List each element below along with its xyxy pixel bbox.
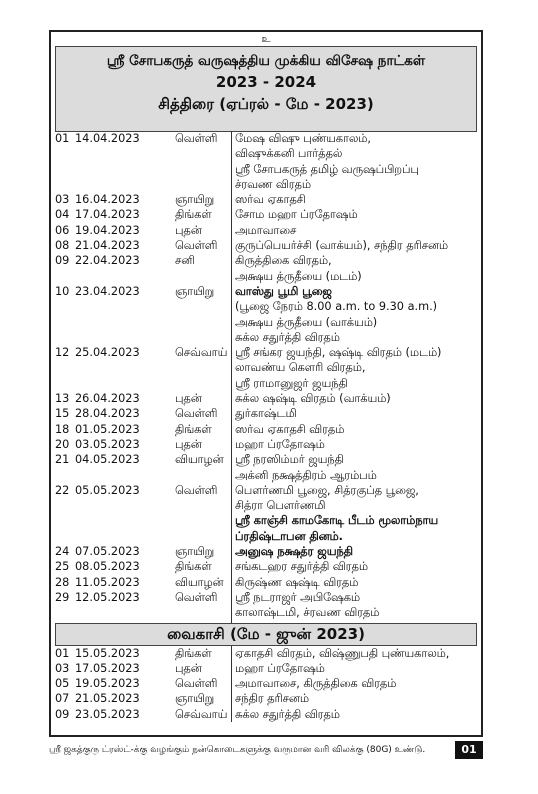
event-description: சுக்ல ஷஷ்டி விரதம் (வாக்யம்): [235, 392, 391, 406]
event-description: வாஸ்து பூமி பூஜை: [235, 284, 332, 298]
event-description: மஹா ப்ரதோஷம்: [235, 661, 325, 675]
event-description: விஷுக்கனி பார்த்தல்: [235, 147, 343, 161]
event-day-number: 24: [55, 545, 70, 559]
event-weekday: வியாழன்: [175, 453, 224, 467]
event-row: [55, 646, 479, 661]
event-continuation-row: [55, 529, 479, 544]
event-weekday: புதன்: [175, 661, 202, 675]
event-date: 05.05.2023: [75, 483, 140, 497]
event-date: 22.04.2023: [75, 254, 140, 268]
vaikasi-event-list: [55, 646, 479, 722]
event-weekday: வெள்ளி: [175, 590, 218, 604]
event-description: ஏகாதசி விரதம், விஷ்ணுபதி புண்யகாலம்,: [235, 646, 450, 660]
event-continuation-row: [55, 330, 479, 345]
event-description: காலாஷ்டமி, ச்ரவண விரதம்: [235, 606, 380, 620]
event-weekday: செவ்வாய்: [175, 707, 228, 721]
event-continuation-row: [55, 605, 479, 620]
event-row: [55, 207, 479, 222]
pillaiyar-suzhi-symbol: உ: [261, 34, 271, 45]
event-continuation-row: [55, 269, 479, 284]
event-row: [55, 661, 479, 676]
event-row: [55, 391, 479, 406]
event-continuation-row: [55, 177, 479, 192]
column-divider: [231, 646, 232, 723]
event-row: [55, 284, 479, 299]
event-date: 07.05.2023: [75, 545, 140, 559]
event-weekday: திங்கள்: [175, 422, 212, 436]
event-continuation-row: [55, 162, 479, 177]
event-row: [55, 590, 479, 605]
event-date: 25.04.2023: [75, 346, 140, 360]
event-day-number: 01: [55, 646, 70, 660]
event-description: சங்கடஹர சதுர்த்தி விரதம்: [235, 560, 368, 574]
event-weekday: ஞாயிறு: [175, 284, 215, 298]
event-description: மஹா ப்ரதோஷம்: [235, 437, 325, 451]
event-continuation-row: [55, 360, 479, 375]
event-day-number: 18: [55, 422, 70, 436]
event-day-number: 29: [55, 590, 70, 604]
event-day-number: 15: [55, 407, 70, 421]
event-day-number: 21: [55, 453, 70, 467]
event-weekday: வெள்ளி: [175, 239, 218, 253]
event-row: [55, 707, 479, 722]
event-description: ஸர்வ ஏகாதசி: [235, 193, 306, 207]
event-row: [55, 483, 479, 498]
event-description: அனுஷ நக்ஷத்ர ஜயந்தி: [235, 545, 353, 559]
chithirai-event-list: [55, 131, 479, 621]
event-weekday: வியாழன்: [175, 575, 224, 589]
event-day-number: 22: [55, 483, 70, 497]
event-continuation-row: [55, 299, 479, 314]
event-description: சந்திர தரிசனம்: [235, 692, 309, 706]
event-description: சுக்ல சதுர்த்தி விரதம்: [235, 330, 340, 344]
event-date: 17.04.2023: [75, 208, 140, 222]
event-weekday: ஞாயிறு: [175, 692, 215, 706]
event-description: கிருத்திகை விரதம்,: [235, 254, 332, 268]
event-row: [55, 406, 479, 421]
event-description: ஸ்ரீ காஞ்சி காமகோடி பீடம் மூலாம்நாய: [235, 514, 439, 528]
event-day-number: 05: [55, 677, 70, 691]
event-weekday: திங்கள்: [175, 646, 212, 660]
event-description: கிருஷ்ண ஷஷ்டி விரதம்: [235, 575, 359, 589]
event-description: சித்ரா பௌர்ணமி: [235, 499, 326, 513]
event-description: ஸ்ரீ சோபகருத் தமிழ் வருஷப்பிறப்பு: [235, 162, 419, 176]
event-date: 28.04.2023: [75, 407, 140, 421]
event-date: 04.05.2023: [75, 453, 140, 467]
event-date: 21.04.2023: [75, 239, 140, 253]
event-weekday: ஞாயிறு: [175, 545, 215, 559]
event-description: ஸ்ரீ நடராஜர் அபிஷேகம்: [235, 590, 361, 604]
event-description: ஸர்வ ஏகாதசி விரதம்: [235, 422, 345, 436]
event-date: 23.05.2023: [75, 707, 140, 721]
tax-exemption-note: ஸ்ரீ ஜகத்குரு ட்ரஸ்ட்-க்கு வழங்கும் நன்கொடைகளுக்கு வருமான வரி விலக்கு (80G) உண்டு.: [49, 745, 426, 755]
year-range: 2023 - 2024: [215, 73, 317, 91]
event-day-number: 25: [55, 560, 70, 574]
event-row: [55, 192, 479, 207]
event-continuation-row: [55, 513, 479, 528]
event-weekday: செவ்வாய்: [175, 346, 228, 360]
event-row: [55, 691, 479, 706]
event-day-number: 13: [55, 392, 70, 406]
event-continuation-row: [55, 468, 479, 483]
event-day-number: 12: [55, 346, 70, 360]
event-weekday: ஞாயிறு: [175, 193, 215, 207]
event-date: 23.04.2023: [75, 284, 140, 298]
event-date: 08.05.2023: [75, 560, 140, 574]
event-description: பௌர்ணமி பூஜை, சித்ரகுப்த பூஜை,: [235, 483, 419, 497]
page-footer: [49, 741, 483, 761]
event-row: [55, 253, 479, 268]
event-date: 03.05.2023: [75, 437, 140, 451]
event-description: சோம மஹா ப்ரதோஷம்: [235, 208, 358, 222]
event-date: 19.05.2023: [75, 677, 140, 691]
event-description: அமாவாசை, கிருத்திகை விரதம்: [235, 677, 397, 691]
event-row: [55, 452, 479, 467]
event-day-number: 04: [55, 208, 70, 222]
event-description: ஸ்ரீ ராமானுஜர் ஜயந்தி: [235, 376, 348, 390]
event-date: 19.04.2023: [75, 223, 140, 237]
event-row: [55, 559, 479, 574]
event-description: ப்ரதிஷ்டாபன தினம்.: [235, 529, 343, 543]
event-day-number: 28: [55, 575, 70, 589]
event-description: ச்ரவண விரதம்: [235, 177, 312, 191]
event-date: 26.04.2023: [75, 392, 140, 406]
event-description: அக்னி நக்ஷத்திரம் ஆரம்பம்: [235, 468, 377, 482]
month-heading-chithirai: சித்திரை (ஏப்ரல் - மே - 2023): [158, 95, 374, 113]
event-continuation-row: [55, 146, 479, 161]
event-description: குருப்பெயர்ச்சி (வாக்யம்), சந்திர தரிசனம்: [235, 239, 449, 253]
event-description: அக்ஷய த்ருதீயை (வாக்யம்): [235, 315, 378, 329]
event-description: துர்காஷ்டமி: [235, 407, 297, 421]
event-description: சுக்ல சதுர்த்தி விரதம்: [235, 707, 340, 721]
event-date: 01.05.2023: [75, 422, 140, 436]
event-date: 21.05.2023: [75, 692, 140, 706]
event-date: 17.05.2023: [75, 661, 140, 675]
event-date: 12.05.2023: [75, 590, 140, 604]
event-row: [55, 422, 479, 437]
event-row: [55, 131, 479, 146]
event-continuation-row: [55, 498, 479, 513]
event-day-number: 01: [55, 132, 70, 145]
event-date: 15.05.2023: [75, 646, 140, 660]
event-row: [55, 345, 479, 360]
page-title: ஸ்ரீ சோபகருத் வருஷத்திய முக்கிய விசேஷ நாட்கள்: [106, 53, 426, 69]
event-row: [55, 575, 479, 590]
event-description: (பூஜை நேரம் 8.00 a.m. to 9.30 a.m.): [235, 300, 438, 314]
event-description: ஸ்ரீ சங்கர ஜயந்தி, ஷஷ்டி விரதம் (மடம்): [235, 346, 442, 360]
event-day-number: 07: [55, 692, 70, 706]
event-weekday: திங்கள்: [175, 560, 212, 574]
event-row: [55, 238, 479, 253]
event-weekday: வெள்ளி: [175, 407, 218, 421]
event-description: மேஷ விஷு புண்யகாலம்,: [235, 132, 371, 145]
event-day-number: 09: [55, 254, 70, 268]
event-day-number: 08: [55, 239, 70, 253]
event-description: லாவண்ய கௌரி விரதம்,: [235, 361, 366, 375]
page-frame: [49, 30, 483, 737]
event-row: [55, 676, 479, 691]
event-weekday: புதன்: [175, 223, 202, 237]
event-weekday: சனி: [175, 254, 195, 268]
event-description: ஸ்ரீ நரஸிம்மர் ஜயந்தி: [235, 453, 344, 467]
event-description: அக்ஷய த்ருதீயை (மடம்): [235, 269, 362, 283]
event-date: 11.05.2023: [75, 575, 140, 589]
column-divider: [231, 131, 232, 623]
event-weekday: திங்கள்: [175, 208, 212, 222]
event-day-number: 03: [55, 193, 70, 207]
event-weekday: வெள்ளி: [175, 132, 218, 145]
event-day-number: 06: [55, 223, 70, 237]
event-continuation-row: [55, 376, 479, 391]
event-day-number: 10: [55, 284, 70, 298]
event-day-number: 20: [55, 437, 70, 451]
event-weekday: வெள்ளி: [175, 677, 218, 691]
event-date: 16.04.2023: [75, 193, 140, 207]
event-date: 14.04.2023: [75, 132, 140, 145]
event-day-number: 03: [55, 661, 70, 675]
event-weekday: புதன்: [175, 437, 202, 451]
event-day-number: 09: [55, 707, 70, 721]
event-weekday: வெள்ளி: [175, 483, 218, 497]
event-row: [55, 437, 479, 452]
event-description: அமாவாசை: [235, 223, 297, 237]
calendar-header: [55, 46, 477, 132]
event-row: [55, 544, 479, 559]
event-weekday: புதன்: [175, 392, 202, 406]
month-heading-vaikasi: வைகாசி (மே - ஜுன் 2023): [55, 623, 477, 646]
event-row: [55, 223, 479, 238]
event-continuation-row: [55, 315, 479, 330]
page-number: 01: [455, 741, 483, 759]
